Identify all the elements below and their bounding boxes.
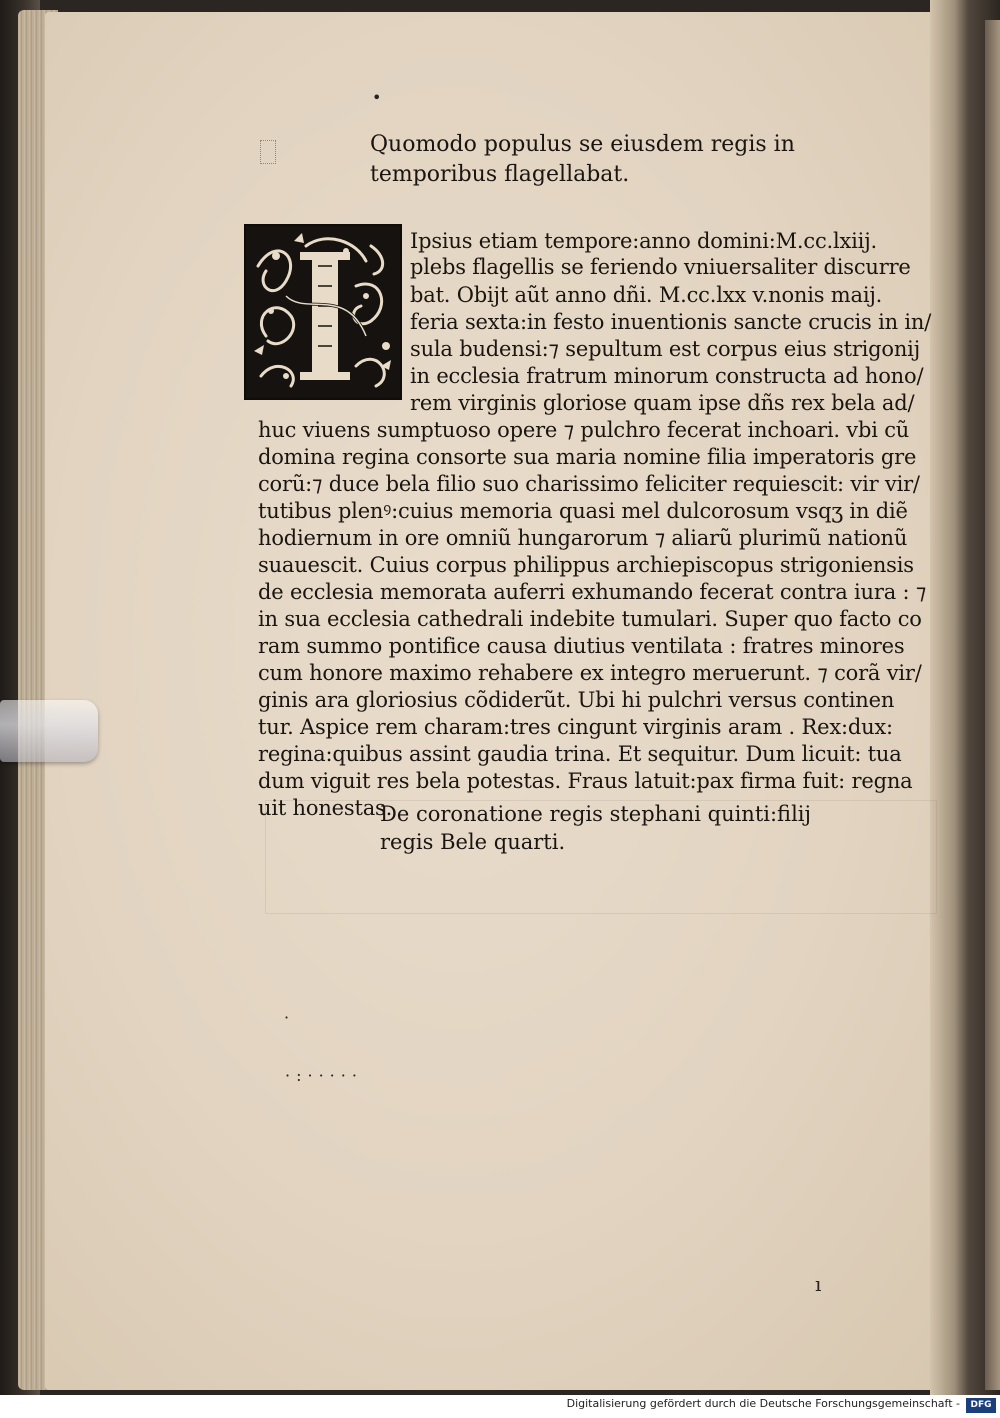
text-line: huc viuens sumptuoso opere ⁊ pulchro fecerat inchoari. vbi cũ: [258, 418, 910, 442]
text-line: Ipsius etiam tempore:anno domini:M.cc.lxiij.: [410, 229, 877, 253]
text-line: ram summo pontifice causa diutius ventilata : fratres minores: [258, 634, 905, 658]
section-heading: [380, 800, 811, 856]
text-line: bat. Obijt aũt anno dñi. M.cc.lxx v.nonis maij.: [410, 283, 883, 307]
text-line: in sua ecclesia cathedrali indebite tumulari. Super quo facto co: [258, 607, 922, 631]
text-line: cum honore maximo rehabere ex integro meruerunt. ⁊ corã vir/: [258, 661, 922, 685]
heading-line: temporibus flagellabat.: [370, 162, 630, 187]
text-line: feria sexta:in festo inuentionis sancte crucis in in/: [410, 310, 932, 334]
facing-page-edge: [985, 20, 1000, 1390]
text-line: corũ:⁊ duce bela filio suo charissimo feliciter requiescit: vir vir/: [258, 472, 920, 496]
ink-speck: •: [372, 88, 382, 107]
text-line: ginis ara gloriosius cõdiderũt. Ubi hi pulchri versus continen: [258, 688, 895, 712]
ink-speck: ·: [284, 1008, 290, 1027]
decorated-initial-icon: [244, 224, 402, 400]
text-line: in ecclesia fratrum minorum constructa ad hono/: [410, 364, 924, 388]
text-line: regina:quibus assint gaudia trina. Et sequitur. Dum licuit: tua: [258, 742, 902, 766]
dfg-logo: DFG: [966, 1398, 996, 1413]
text-line: domina regina consorte sua maria nomine filia imperatoris gre: [258, 445, 917, 469]
text-line: uit honestas.: [258, 796, 393, 820]
glass-page-weight: [0, 700, 98, 762]
text-line: dum viguit res bela potestas. Fraus latuit:pax firma fuit: regna: [258, 769, 913, 793]
ink-specks: ·:·····: [285, 1066, 363, 1085]
pencil-mark: [260, 140, 276, 164]
heading-line: Quomodo populus se eiusdem regis in: [370, 132, 795, 157]
text-line: de ecclesia memorata auferri exhumando fecerat contra iura : ⁊: [258, 580, 927, 604]
chapter-heading: [370, 130, 795, 190]
ink-speck: ı: [815, 1272, 822, 1296]
text-line: plebs flagellis se feriendo vniuersaliter discurre: [410, 255, 911, 279]
subheading-line: De coronatione regis stephani quinti:filij: [380, 802, 812, 826]
text-line: rem virginis gloriose quam ipse dñs rex bela ad/: [410, 391, 915, 415]
text-line: sula budensi:⁊ sepultum est corpus eius strigonij: [410, 337, 921, 361]
text-line: hodiernum in ore omniũ hungarorum ⁊ aliarũ plurimũ nationũ: [258, 526, 908, 550]
text-line: tur. Aspice rem charam:tres cingunt virginis aram . Rex:dux:: [258, 715, 893, 739]
subheading-line: regis Bele quarti.: [380, 830, 566, 854]
footer-bar: [0, 1395, 1000, 1418]
text-line: tutibus plenꝰ:cuius memoria quasi mel dulcorosum vsqʒ in diẽ: [258, 499, 908, 523]
funding-notice: Digitalisierung gefördert durch die Deutsche Forschungsgemeinschaft -: [566, 1397, 960, 1410]
text-line: suauescit. Cuius corpus philippus archiepiscopus strigoniensis: [258, 553, 914, 577]
